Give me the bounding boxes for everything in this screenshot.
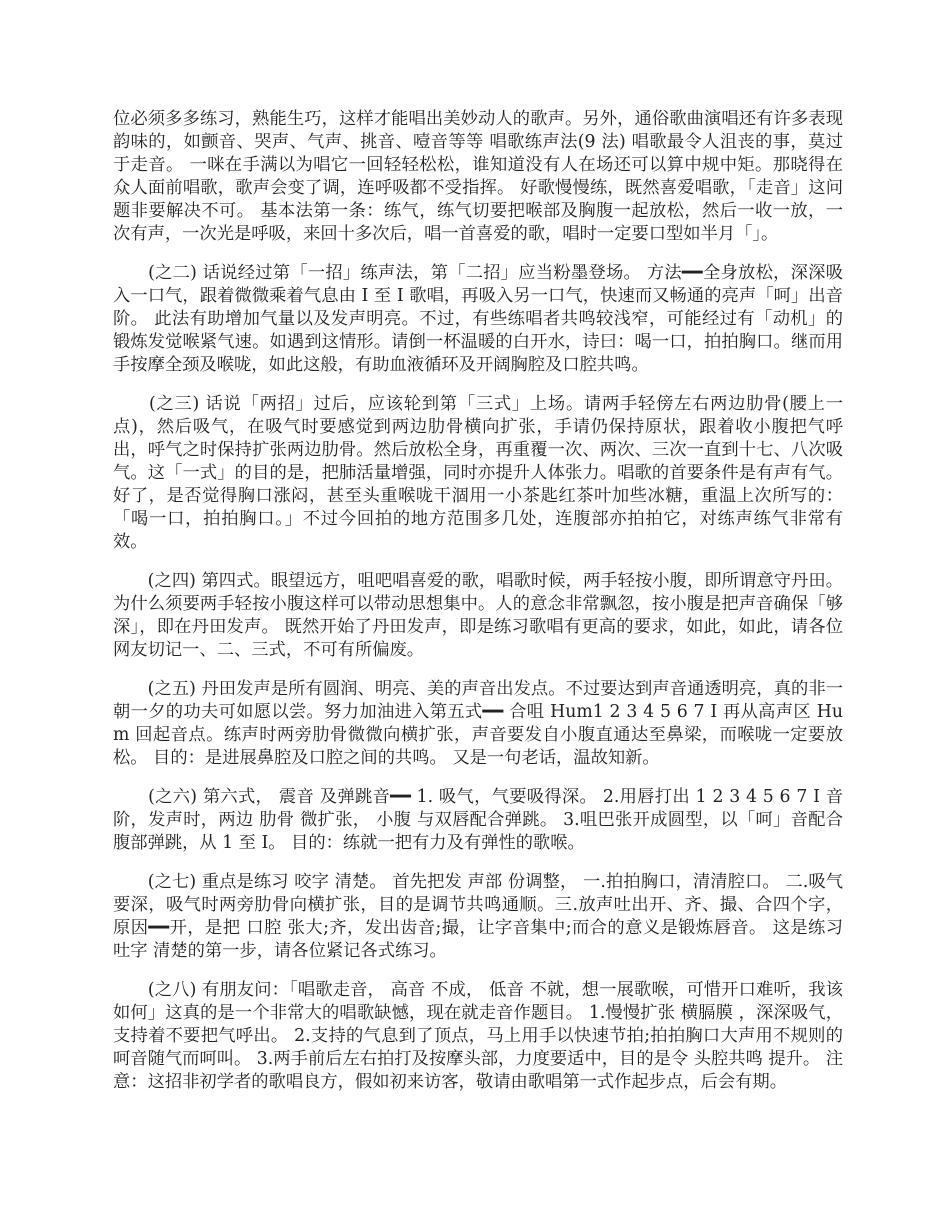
- paragraph-section-7: (之七) 重点是练习 咬字 清楚。 首先把发 声部 份调整， 一.拍拍胸口，清清腔口。 二.吸气要深，吸气时两旁肋骨向横扩张，目的是调节共鸣通顺。三.放声吐出开、齐、撮、合四个字，原因━━开，是把 口腔 张大;齐，发出齿音;撮，让字音集中;而合的意义是锻炼唇音。 这是练习 吐字 清楚的第一步，请各位紧记各式练习。: [113, 872, 843, 961]
- paragraph-section-3: (之三) 话说「两招」过后，应该轮到第「三式」上场。请两手轻傍左右两边肋骨(腰上一点)，然后吸气，在吸气时要感觉到两边肋骨横向扩张，手请仍保持原状，跟着收小腹把气呼出，呼气之时保持扩张两边肋骨。然后放松全身，再重覆一次、两次、三次一直到十七、八次吸气。这「一式」的目的是，把肺活量增强，同时亦提升人体张力。唱歌的首要条件是有声有气。好了，是否觉得胸口涨闷，甚至头重喉咙干涸用一小茶匙红茶叶加些冰糖，重温上次所写的：「喝一口，拍拍胸口。」不过今回拍的地方范围多几处，连腹部亦拍拍它，对练声练气非常有效。: [113, 394, 843, 552]
- paragraph-section-5: (之五) 丹田发声是所有圆润、明亮、美的声音出发点。不过要达到声音通透明亮，真的非一朝一夕的功夫可如愿以尝。努力加油进入第五式━━ 合咀 Hum1 2 3 4 5 6 7 I 再从高声区 Hum 回起音点。练声时两旁肋骨微微向横扩张，声音要发自小腹直通达至鼻梁，而喉咙一定要放松。 目的：是进展鼻腔及口腔之间的共鸣。 又是一句老话，温故知新。: [113, 679, 843, 768]
- paragraph-intro: 位必须多多练习，熟能生巧，这样才能唱出美妙动人的歌声。另外，通俗歌曲演唱还有许多表现韵味的，如颤音、哭声、气声、挑音、噎音等等 唱歌练声法(9 法) 唱歌最令人沮丧的事，莫过于走音。 一咪在手满以为唱它一回轻轻松松，谁知道没有人在场还可以算中规中矩。那晓得在众人面前唱歌，歌声会变了调，连呼吸都不受指挥。 好歌慢慢练，既然喜爱唱歌，「走音」这问题非要解决不可。 基本法第一条：练气，练气切要把喉部及胸腹一起放松，然后一收一放，一次有声，一次光是呼吸，来回十多次后，唱一首喜爱的歌，唱时一定要口型如半月「」。: [113, 109, 843, 244]
- paragraph-section-8: (之八) 有朋友问：「唱歌走音， 高音 不成， 低音 不就，想一展歌喉，可惜开口难听，我该如何」这真的是一个非常大的唱歌缺憾，现在就走音作题目。 1.慢慢扩张 横膈膜 ，深深吸气，支持着不要把气呼出。 2.支持的气息到了顶点，马上用手以快速节拍;拍拍胸口大声用不规则的呵音随气而呵叫。 3.两手前后左右拍打及按摩头部，力度要适中，目的是令 头腔共鸣 提升。 注意：这招非初学者的歌唱良方，假如初来访客，敬请由歌唱第一式作起步点，后会有期。: [113, 980, 843, 1092]
- paragraph-section-6: (之六) 第六式， 震音 及弹跳音━━ 1. 吸气，气要吸得深。 2.用唇打出 1 2 3 4 5 6 7 I 音阶，发声时，两边 肋骨 微扩张， 小腹 与双唇配合弹跳。 3.咀巴张开成圆型，以「呵」音配合腹部弹跳，从 1 至 I。 目的：练就一把有力及有弹性的歌喉。: [113, 787, 843, 853]
- paragraph-section-4: (之四) 第四式。眼望远方，咀吧唱喜爱的歌，唱歌时候，两手轻按小腹，即所谓意守丹田。 为什么须要两手轻按小腹这样可以带动思想集中。人的意念非常飘忽，按小腹是把声音确保「够深」，即在丹田发声。 既然开始了丹田发声，即是练习歌唱有更高的要求，如此，如此，请各位网友切记一、二、三式，不可有所偏废。: [113, 571, 843, 660]
- paragraph-section-2: (之二) 话说经过第「一招」练声法，第「二招」应当粉墨登场。 方法━━全身放松，深深吸入一口气，跟着微微乘着气息由 I 至 I 歌唱，再吸入另一口气，快速而又畅通的亮声「呵」出音阶。 此法有助增加气量以及发声明亮。不过，有些练唱者共鸣较浅窄，可能经过有「动机」的锻炼发觉喉紧气速。如遇到这情形。请倒一杯温暖的白开水，诗曰：喝一口，拍拍胸口。继而用手按摩全颈及喉咙，如此这般，有助血液循环及开阔胸腔及口腔共鸣。: [113, 263, 843, 375]
